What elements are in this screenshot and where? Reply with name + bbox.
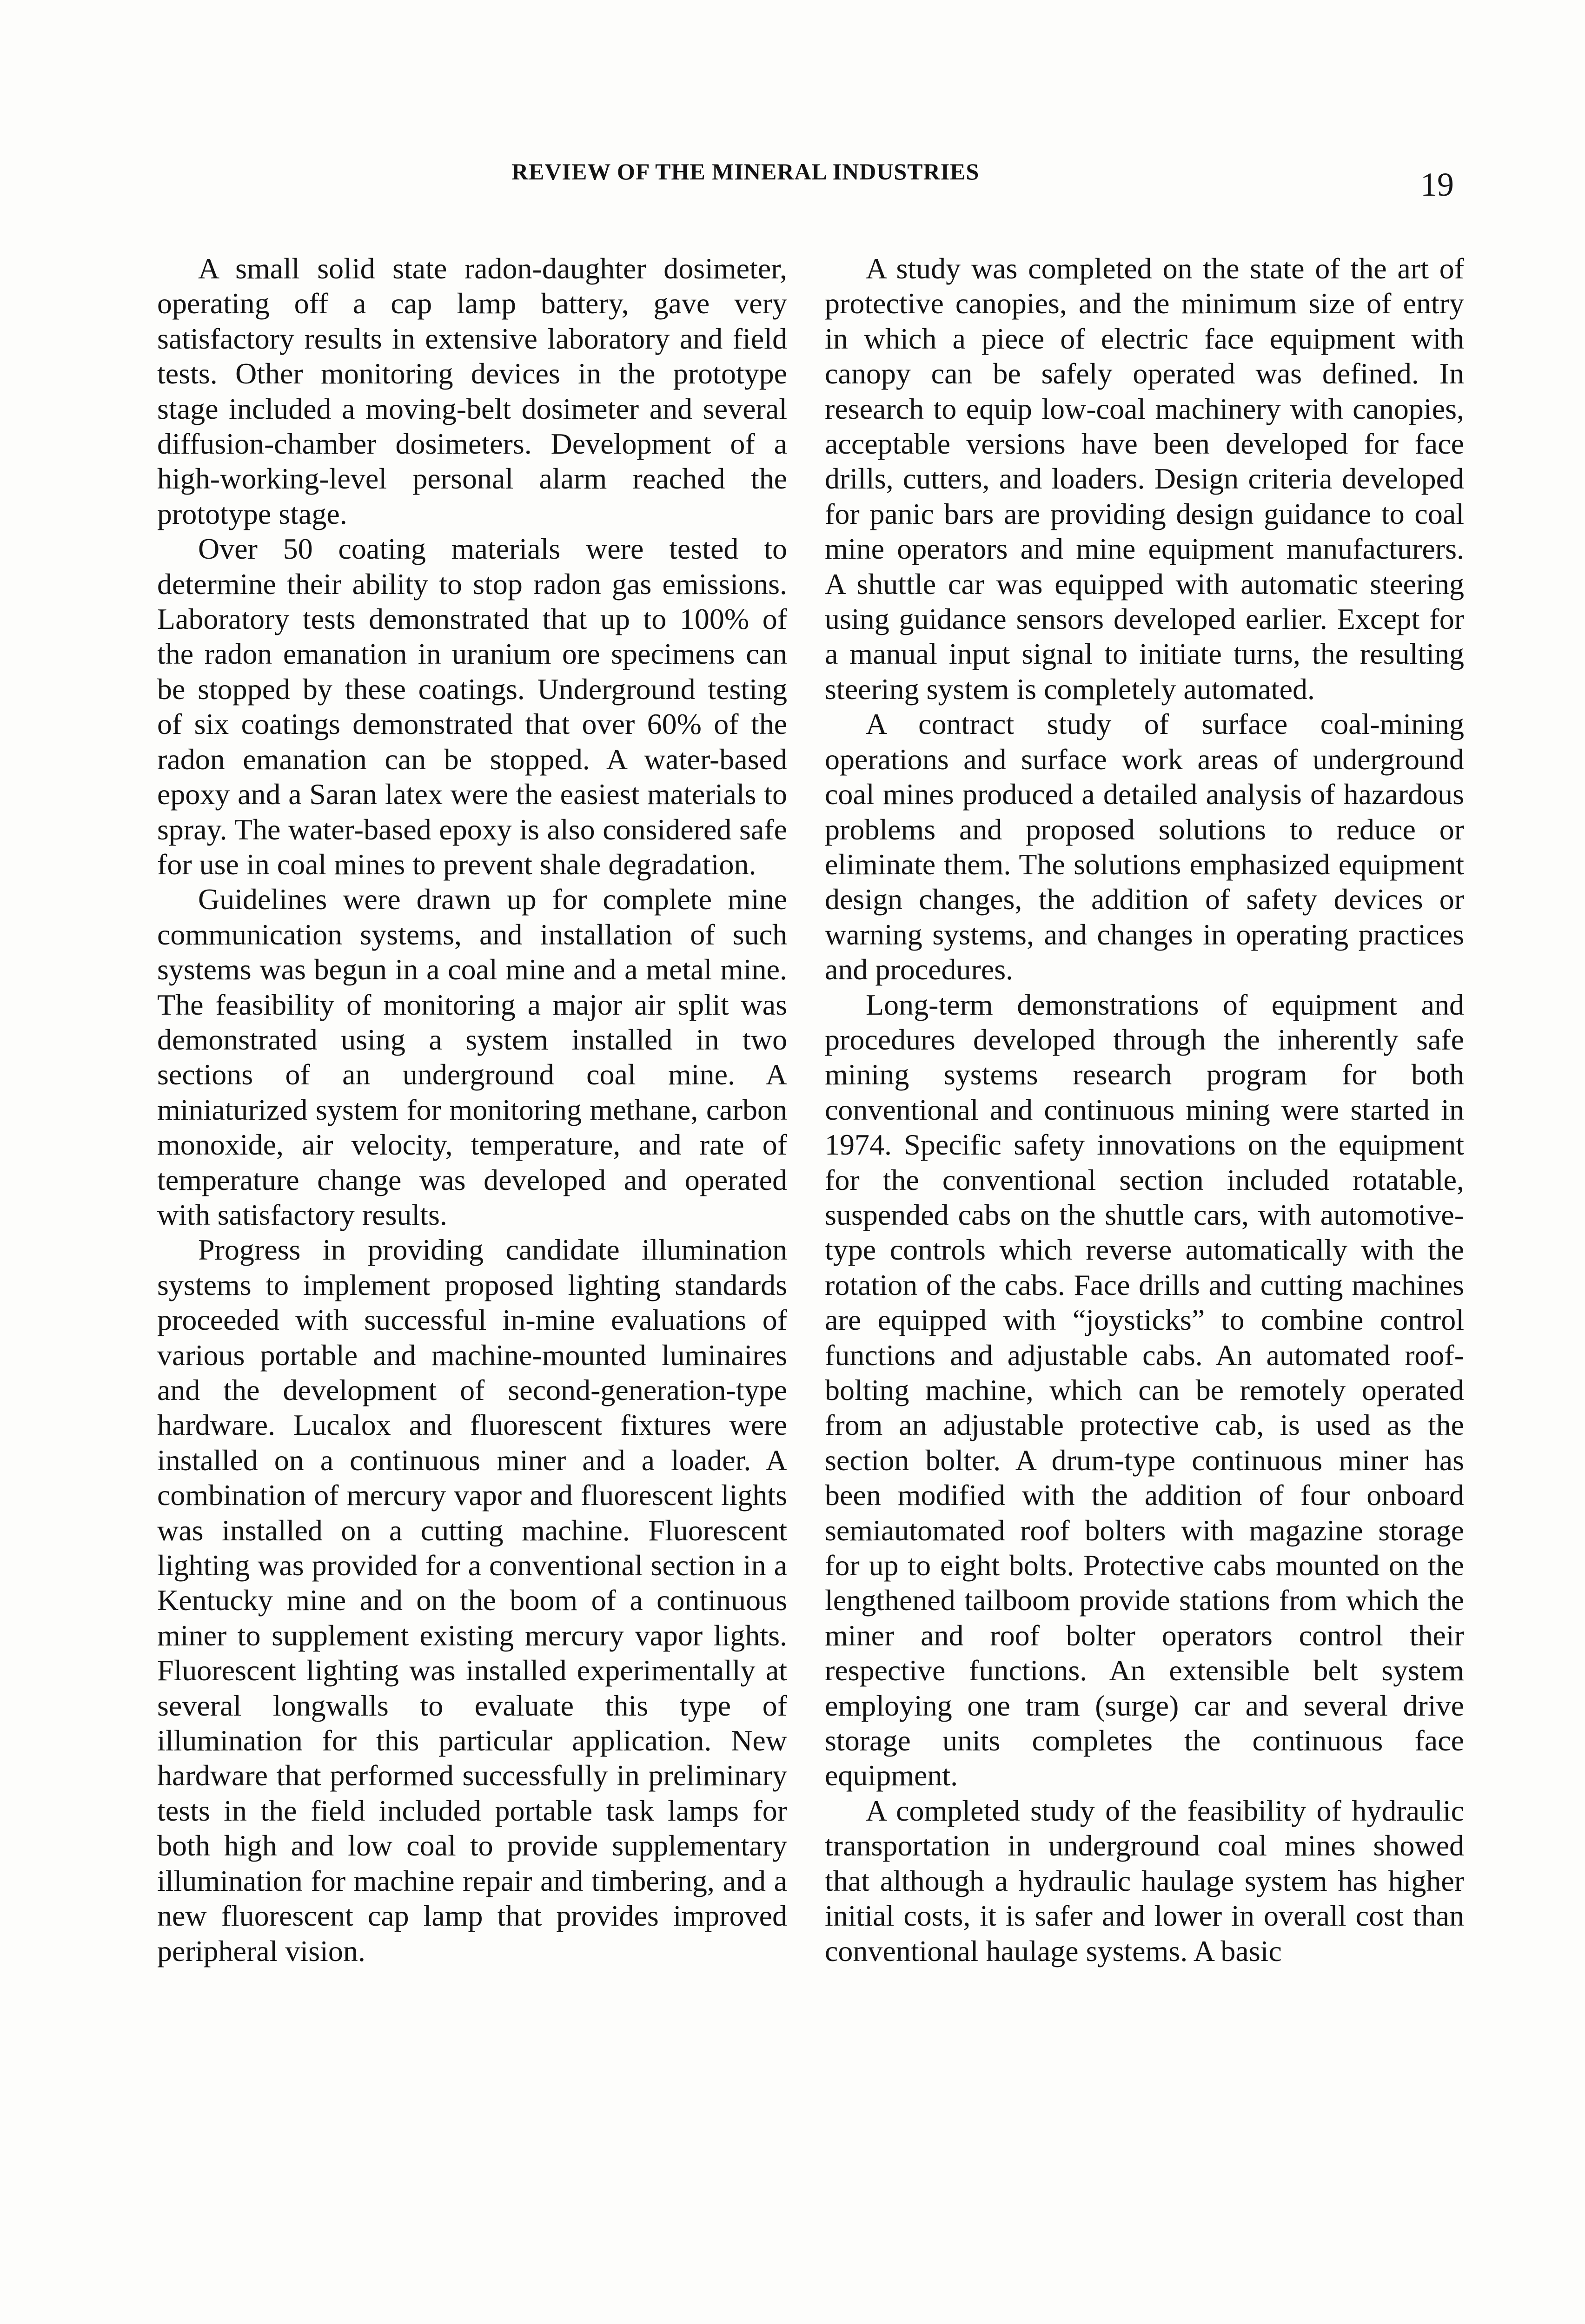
paragraph-mine-communication: Guidelines were drawn up for complete mine communication systems, and installation of such systems was begun in a coal mine and a metal mine. The feasibility of monitoring a major air split was demonstrated using a system installed in two sections of an underground coal mine. A miniaturized system for monitoring methane, carbon monoxide, air velocity, temperature, and rate of temperature change was developed and operated with satisfactory results. [157, 883, 787, 1231]
running-title: REVIEW OF THE MINERAL INDUSTRIES [511, 158, 980, 185]
right-column [825, 251, 1464, 1968]
running-header [0, 158, 1585, 203]
page-number: 19 [1420, 166, 1454, 203]
paragraph-illumination-systems: Progress in providing candidate illumination systems to implement proposed lighting standards proceeded with successful in-mine evaluations of various portable and machine-mounted luminaires and the development of second-generation-type hardware. Lucalox and fluorescent fixtures were installed on a continuous miner and a loader. A combination of mercury vapor and fluorescent lights was installed on a cutting machine. Fluorescent lighting was provided for a conventional section in a Kentucky mine and on the boom of a continuous miner to supplement existing mercury vapor lights. Fluorescent lighting was installed experimentally at several longwalls to evaluate this type of illumination for this particular application. New hardware that performed successfully in preliminary tests in the field included portable task lamps for both high and low coal to provide supplementary illumination for machine repair and timbering, and a new fluorescent cap lamp that provides improved peripheral vision. [157, 1233, 787, 1967]
paragraph-protective-canopies: A study was completed on the state of the art of protective canopies, and the minimum size of entry in which a piece of electric face equipment with canopy can be safely operated was defined. In research to equip low-coal machinery with canopies, acceptable versions have been developed for face drills, cutters, and loaders. Design criteria developed for panic bars are providing design guidance to coal mine operators and mine equipment manufacturers. A shuttle car was equipped with automatic steering using guidance sensors developed earlier. Except for a manual input signal to initiate turns, the resulting steering system is completely automated. [825, 252, 1464, 706]
paragraph-surface-coal-mining: A contract study of surface coal-mining operations and surface work areas of underground coal mines produced a detailed analysis of hazardous problems and proposed solutions to reduce or eliminate them. The solutions emphasized equipment design changes, the addition of safety devices or warning systems, and changes in operating practices and procedures. [825, 707, 1464, 986]
paragraph-coating-materials: Over 50 coating materials were tested to determine their ability to stop radon gas emissions. Laboratory tests demonstrated that up to 100% of the radon emanation in uranium ore specimens can be stopped by these coatings. Underground testing of six coatings demonstrated that over 60% of the radon emanation can be stopped. A water-based epoxy and a Saran latex were the easiest materials to spray. The water-based epoxy is also considered safe for use in coal mines to prevent shale degradation. [157, 532, 787, 881]
paragraph-radon-dosimeter: A small solid state radon-daughter dosimeter, operating off a cap lamp battery, gave very satisfactory results in extensive laboratory and field tests. Other monitoring devices in the prototype stage included a moving-belt dosimeter and several diffusion-chamber dosimeters. Development of a high-working-level personal alarm reached the prototype stage. [157, 252, 787, 530]
paragraph-hydraulic-transportation: A completed study of the feasibility of hydraulic transportation in underground coal mines showed that although a hydraulic haulage system has higher initial costs, it is safer and lower in overall cost than conventional haulage systems. A basic [825, 1794, 1464, 1967]
left-column [157, 251, 787, 1968]
paragraph-long-term-demonstrations: Long-term demonstrations of equipment and procedures developed through the inherently safe mining systems research program for both conventional and continuous mining were started in 1974. Specific safety innovations on the equipment for the conventional section included rotatable, suspended cabs on the shuttle cars, with automotive-type controls which reverse automatically with the rotation of the cabs. Face drills and cutting machines are equipped with “joysticks” to combine control functions and adjustable cabs. An automated roof-bolting machine, which can be remotely operated from an adjustable protective cab, is used as the section bolter. A drum-type continuous miner has been modified with the addition of four onboard semiautomated roof bolters with magazine storage for up to eight bolts. Protective cabs mounted on the lengthened tailboom provide stations from which the miner and roof bolter operators control their respective functions. An extensible belt system employing one tram (surge) car and several drive storage units completes the continuous face equipment. [825, 988, 1464, 1792]
